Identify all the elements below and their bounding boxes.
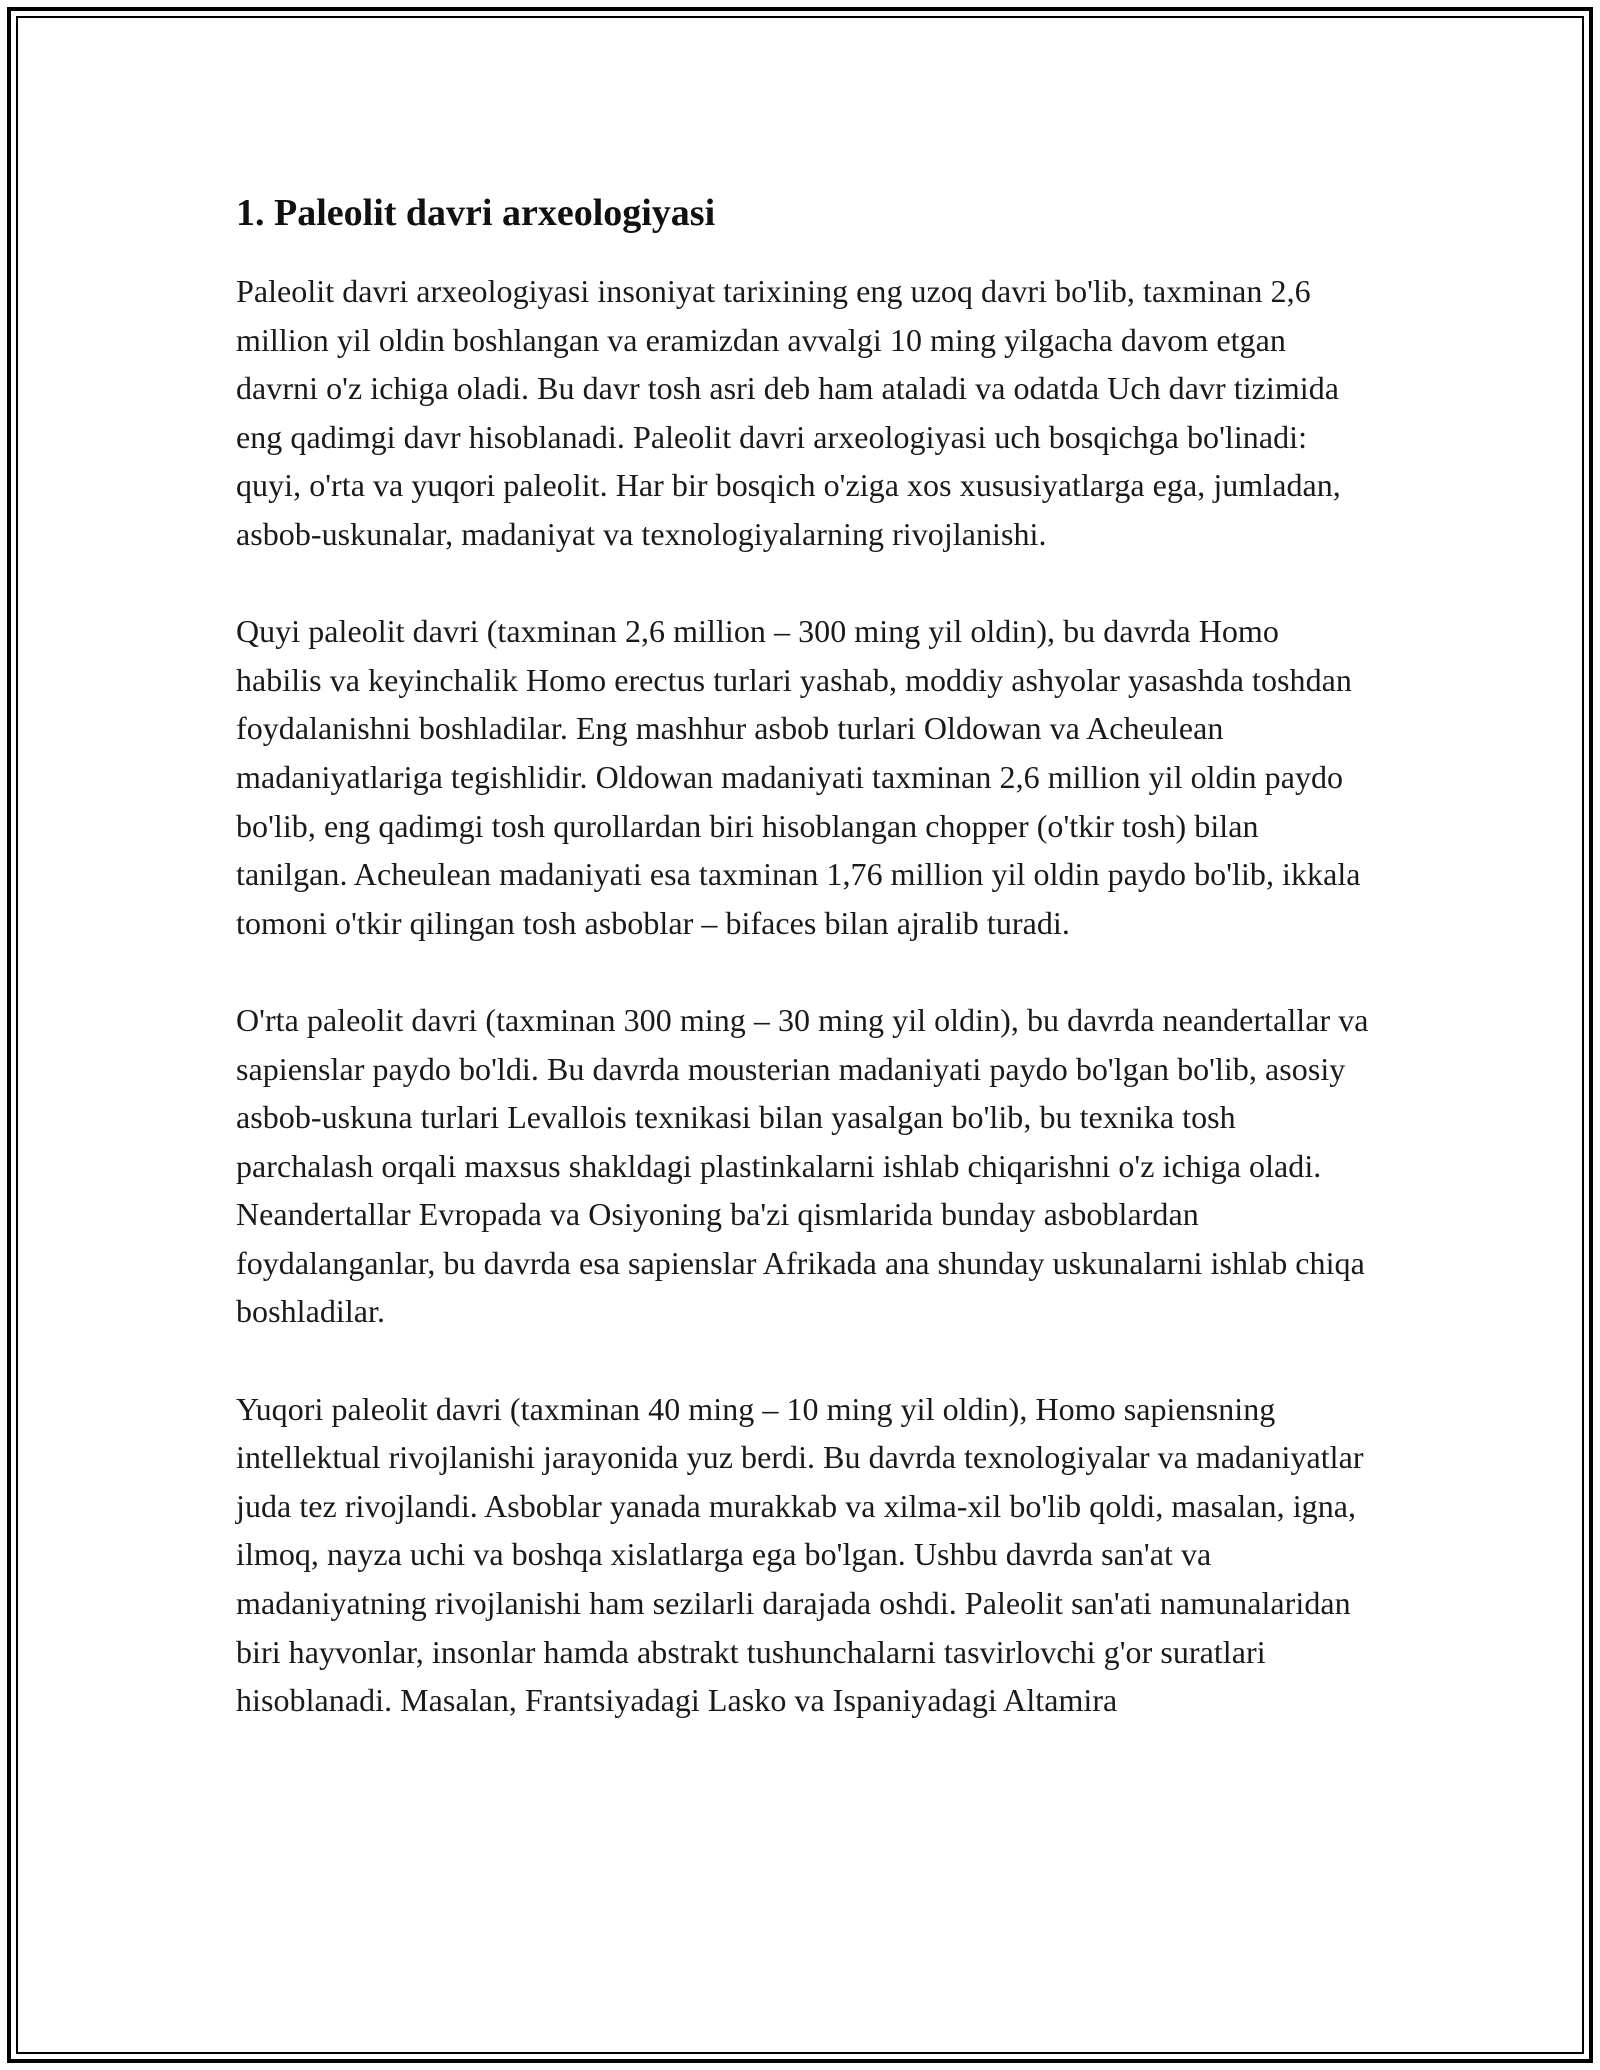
paragraph-lower-paleolithic: Quyi paleolit davri (taxminan 2,6 million – 300 ming yil oldin), bu davrda Homo habilis va keyinchalik Homo erectus turlari yashab, moddiy ashyolar yasashda toshdan foydalanishni boshladilar. Eng mashhur asbob turlari Oldowan va Acheulean madaniyatlariga tegishlidir. Oldowan madaniyati taxminan 2,6 million yil oldin paydo bo'lib, eng qadimgi tosh qurollardan biri hisoblangan chopper (o'tkir tosh) bilan tanilgan. Acheulean madaniyati esa taxminan 1,76 million yil oldin paydo bo'lib, ikkala tomoni o'tkir qilingan tosh asboblar – bifaces bilan ajralib turadi. <box>236 613 1361 941</box>
paragraph-upper-paleolithic: Yuqori paleolit davri (taxminan 40 ming – 10 ming yil oldin), Homo sapiensning intellektual rivojlanishi jarayonida yuz berdi. Bu davrda texnologiyalar va madaniyatlar juda tez rivojlandi. Asboblar yanada murakkab va xilma-xil bo'lib qoldi, masalan, igna, ilmoq, nayza uchi va boshqa xislatlarga ega bo'lgan. Ushbu davrda san'at va madaniyatning rivojlanishi ham sezilarli darajada oshdi. Paleolit san'ati namunalaridan biri hayvonlar, insonlar hamda abstrakt tushunchalarni tasvirlovchi g'or suratlari hisoblanadi. Masalan, Frantsiyadagi Lasko va Ispaniyadagi Altamira <box>236 1390 1364 1719</box>
paragraph-middle-paleolithic: O'rta paleolit davri (taxminan 300 ming – 30 ming yil oldin), bu davrda neandertallar va sapienslar paydo bo'ldi. Bu davrda mousterian madaniyati paydo bo'lgan bo'lib, asosiy asbob-uskuna turlari Levallois texnikasi bilan yasalgan bo'lib, bu texnika tosh parchalash orqali maxsus shakldagi plastinkalarni ishlab chiqarishni o'z ichiga oladi. Neandertallar Evropada va Osiyoning ba'zi qismlarida bunday asboblardan foydalanganlar, bu davrda esa sapienslar Afrikada ana shunday uskunalarni ishlab chiqa boshladilar. <box>236 1001 1369 1330</box>
document-body <box>236 185 1371 1773</box>
paragraph-intro: Paleolit davri arxeologiyasi insoniyat tarixining eng uzoq davri bo'lib, taxminan 2,6 million yil oldin boshlangan va eramizdan avvalgi 10 ming yilgacha davom etgan davrni o'z ichiga oladi. Bu davr tosh asri deb ham ataladi va odatda Uch davr tizimida eng qadimgi davr hisoblanadi. Paleolit davri arxeologiyasi uch bosqichga bo'linadi: quyi, o'rta va yuqori paleolit. Har bir bosqich o'ziga xos xususiyatlarga ega, jumladan, asbob-uskunalar, madaniyat va texnologiyalarning rivojlanishi. <box>236 273 1341 552</box>
section-heading: 1. Paleolit davri arxeologiyasi <box>236 192 716 234</box>
